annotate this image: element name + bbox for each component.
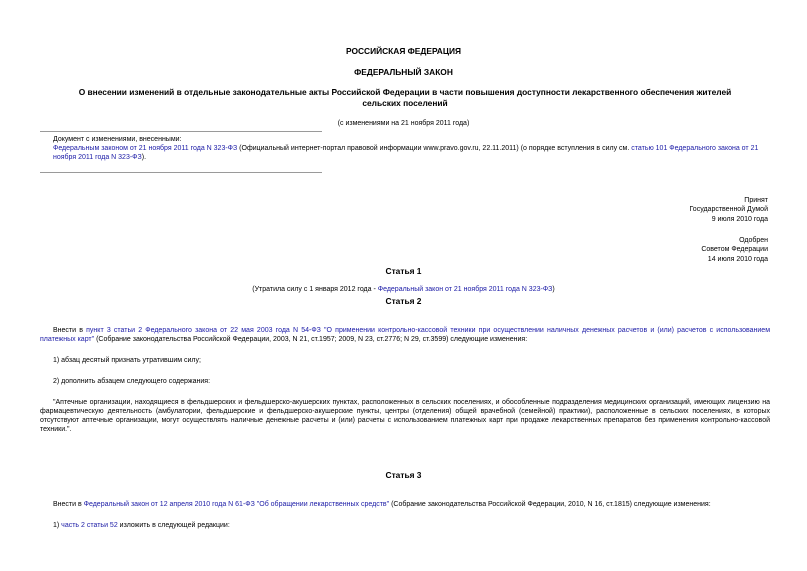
article-2-p1-suffix: (Собрание законодательства Российской Федерации, 2003, N 21, ст.1957; 2009, N 23, ст.2776; N 29, ст.3599) следующие изменения: <box>94 336 528 344</box>
approved-line-2: Советом Федерации <box>701 246 768 254</box>
changes-link-law-323[interactable]: Федеральным законом от 21 ноября 2011 года N 323-ФЗ <box>53 145 238 153</box>
country-heading: РОССИЙСКАЯ ФЕДЕРАЦИЯ <box>345 46 462 56</box>
changes-block <box>40 135 770 162</box>
changes-link-article-101[interactable]: статью 101 Федерального закона от 21 ноября 2011 года N 323-ФЗ <box>53 145 759 162</box>
article-2-paragraph-2: 1) абзац десятый признать утратившим силу; <box>53 357 201 364</box>
approved-line-3: 14 июля 2010 года <box>707 255 768 263</box>
article-3-p1-suffix: (Собрание законодательства Российской Федерации, 2010, N 16, ст.1815) следующие изменения: <box>389 501 711 508</box>
article-2-paragraph-4: "Аптечные организации, находящиеся в фельдшерских и фельдшерско-акушерских пунктах, расположенных в сельских поселениях, и обособленные подразделения медицинских организаций, имеющих лицензию на фармацевтическую деятельность (амбулатории, фельдшерские и фельдшерско-акушерские пункты, центры (отделения) общей врачебной (семейной) практики), расположенные в сельских поселениях, в которых отсутствуют аптечные организации, могут осуществлять наличные денежные расчеты и (или) расчеты с использованием платежных карт при продаже лекарственных препаратов без применения контрольно-кассовой техники.". <box>40 399 770 434</box>
article-1-note-prefix: (Утратила силу с 1 января 2012 года - <box>252 286 378 293</box>
article-3-link-law-61[interactable]: Федеральный закон от 12 апреля 2010 года N 61-ФЗ "Об обращении лекарственных средств" <box>83 501 390 508</box>
article-1-note-suffix: ) <box>552 286 555 293</box>
article-3-heading: Статья 3 <box>385 470 422 480</box>
changes-text-part2: ). <box>141 154 147 162</box>
accepted-line-3: 9 июля 2010 года <box>711 215 768 223</box>
accepted-line-2: Государственной Думой <box>689 206 768 214</box>
article-1-note-link[interactable]: Федеральный закон от 21 ноября 2011 года N 323-ФЗ <box>377 286 553 293</box>
article-2-link-law-54[interactable]: пункт 3 статьи 2 Федерального закона от 22 мая 2003 года N 54-ФЗ "О применении контрольно-кассовой техники при осуществлении наличных денежных расчетов и (или) расчетов с использованием платежных карт" <box>40 327 771 344</box>
article-3-paragraph-1 <box>40 500 770 509</box>
law-type-heading: ФЕДЕРАЛЬНЫЙ ЗАКОН <box>354 67 453 77</box>
changes-top-divider <box>40 131 322 132</box>
article-3-link-part-2-article-52[interactable]: часть 2 статьи 52 <box>61 522 118 529</box>
approved-block <box>701 236 768 264</box>
article-1-note <box>0 285 807 294</box>
accepted-block <box>689 196 768 224</box>
article-2-heading: Статья 2 <box>385 296 422 306</box>
article-3-paragraph-2 <box>40 521 770 530</box>
changes-text <box>40 144 770 162</box>
article-3-p1-prefix: Внести в <box>53 501 84 508</box>
article-1-heading: Статья 1 <box>385 266 422 276</box>
edition-note: (с изменениями на 21 ноября 2011 года) <box>337 120 470 127</box>
changes-text-part1: (Официальный интернет-портал правовой информации www.pravo.gov.ru, 22.11.2011) (о порядке вступления в силу см. <box>237 145 632 153</box>
approved-line-1: Одобрен <box>739 237 768 244</box>
article-3-p2-suffix: изложить в следующей редакции: <box>117 522 230 529</box>
article-2-paragraph-3: 2) дополнить абзацем следующего содержания: <box>53 378 211 385</box>
accepted-line-1: Принят <box>744 197 768 204</box>
article-2-paragraph-1 <box>40 326 770 344</box>
article-3-p2-prefix: 1) <box>53 522 62 529</box>
changes-lead: Документ с изменениями, внесенными: <box>53 136 182 143</box>
changes-bottom-divider <box>40 172 322 173</box>
article-2-p1-prefix: Внести в <box>53 327 87 334</box>
law-title: О внесении изменений в отдельные законодательные акты Российской Федерации в части повышения доступности лекарственного обеспечения жителей сельских поселений <box>78 87 732 108</box>
